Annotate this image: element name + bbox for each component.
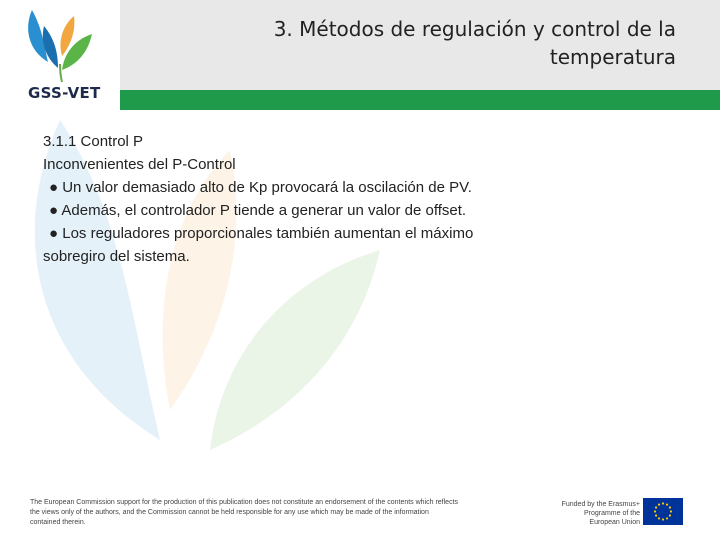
slide-content — [43, 130, 523, 268]
bullet-item: ● Un valor demasiado alto de Kp provocará la oscilación de PV. — [49, 179, 472, 196]
gss-vet-logo — [22, 6, 102, 102]
funded-by-text: Funded by the Erasmus+ Programme of the European Union — [561, 501, 640, 526]
slide-title: 3. Métodos de regulación y control de la temperatura — [273, 17, 676, 69]
eu-star — [662, 502, 664, 504]
eu-star — [669, 506, 671, 508]
eu-star — [666, 503, 668, 505]
leaf-logo-icon — [22, 6, 102, 84]
subheading: Inconvenientes del P-Control — [43, 156, 236, 173]
section-heading: 3.1.1 Control P — [43, 133, 144, 150]
eu-flag-icon — [643, 498, 683, 525]
eu-star — [658, 503, 660, 505]
logo-text: GSS-VET — [28, 84, 101, 102]
bullet-item: ● Los reguladores proporcionales también aumentan el máximo — [49, 225, 474, 242]
eu-disclaimer: The European Commission support for the production of this publication does not constitute an endorsement of the contents which reflects the views only of the authors, and the Commission cannot be held responsible for any use which may be made of the information contained therein. — [30, 499, 459, 526]
bullet-continuation: sobregiro del sistema. — [43, 248, 190, 265]
eu-star — [655, 514, 657, 516]
eu-star — [669, 514, 671, 516]
eu-star — [658, 517, 660, 519]
eu-star — [662, 518, 664, 520]
eu-star — [670, 510, 672, 512]
eu-star — [654, 510, 656, 512]
eu-star — [655, 506, 657, 508]
bullet-item: ● Además, el controlador P tiende a generar un valor de offset. — [49, 202, 467, 219]
header-accent-bar — [120, 90, 720, 110]
eu-star — [666, 517, 668, 519]
